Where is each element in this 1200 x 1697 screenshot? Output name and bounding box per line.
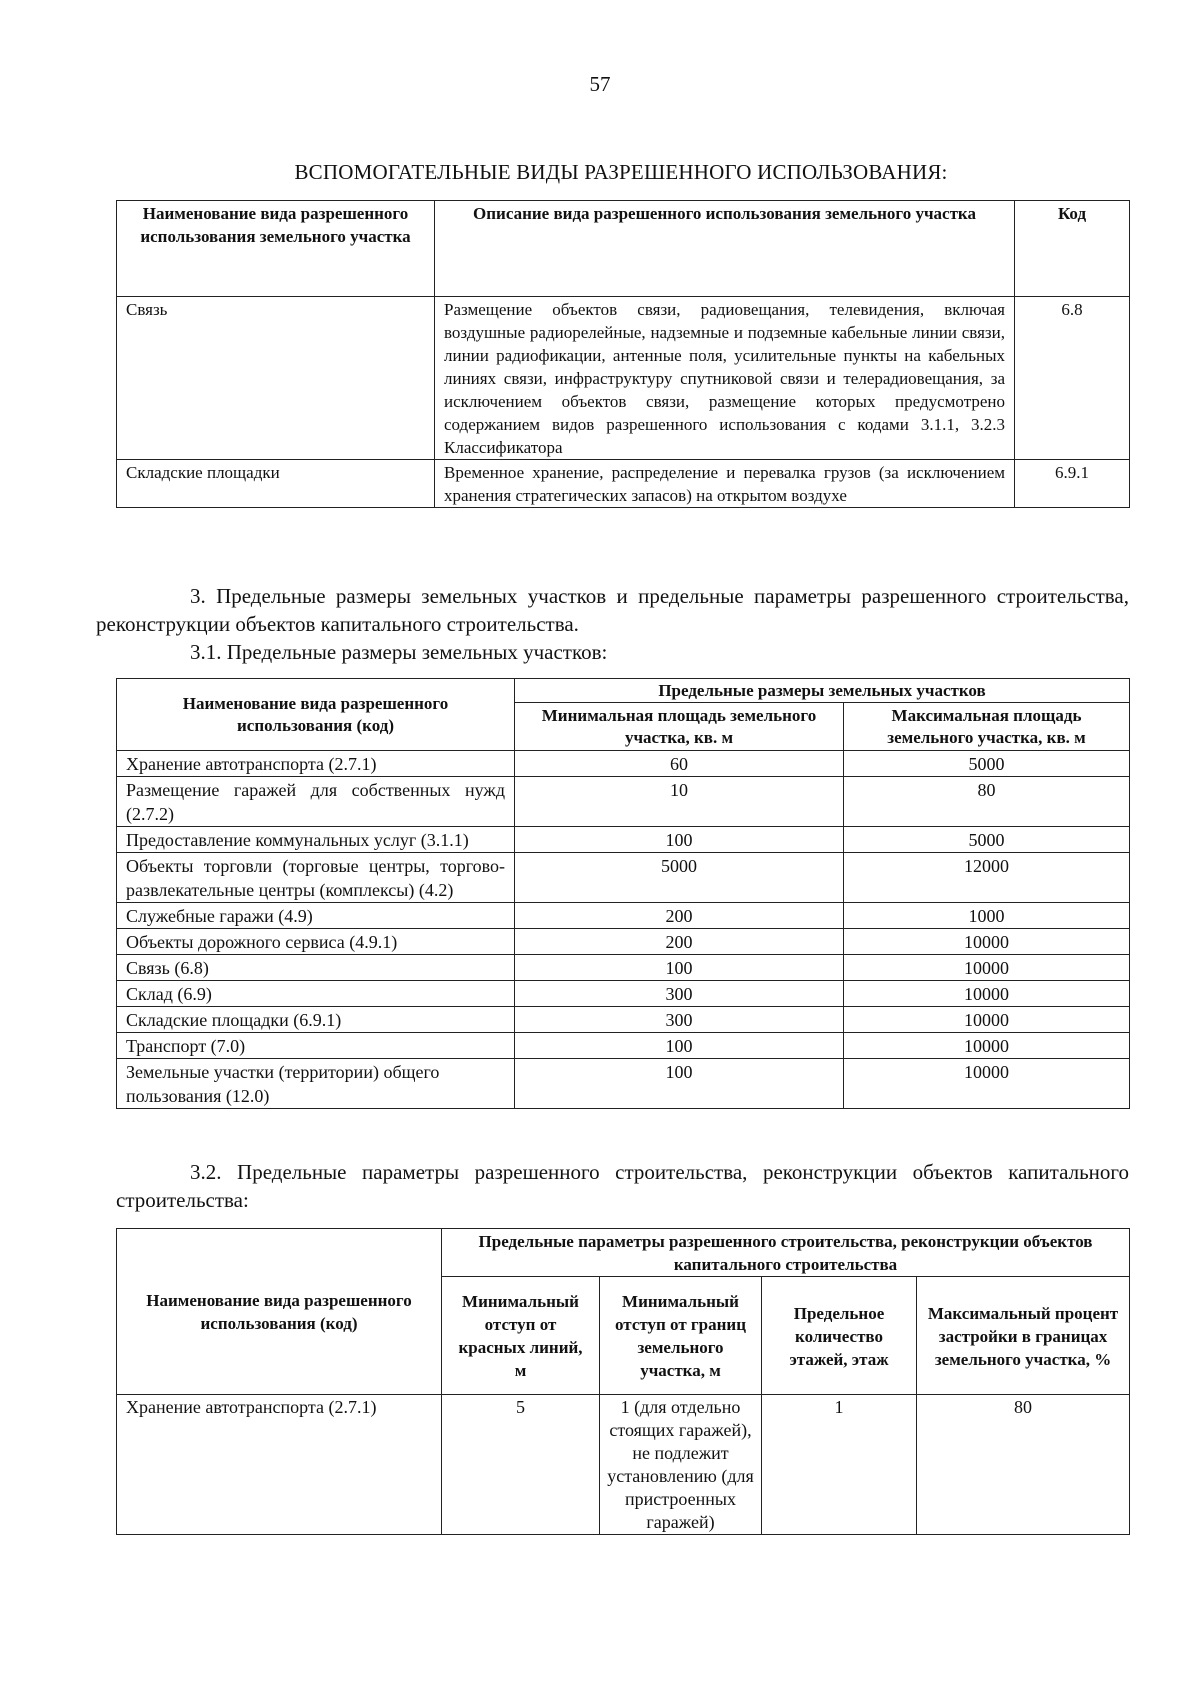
- max-area: 10000: [844, 981, 1130, 1007]
- aux-uses-table: [116, 200, 1130, 508]
- use-code: 6.8: [1015, 297, 1130, 460]
- max-area: 10000: [844, 1059, 1130, 1109]
- max-area: 12000: [844, 853, 1130, 903]
- table-header-row: [117, 201, 1130, 297]
- col-header-description: Описание вида разрешенного использования земельного участка: [435, 201, 1015, 297]
- min-area: 5000: [515, 853, 844, 903]
- use-name: Объекты торговли (торговые центры, торгово-развлекательные центры (комплексы) (4.2): [117, 853, 515, 903]
- min-area: 100: [515, 955, 844, 981]
- col-header-name: Наименование вида разрешенного использования земельного участка: [117, 201, 435, 297]
- col-header-max-area: Максимальная площадь земельного участка, кв. м: [844, 703, 1130, 751]
- table-row: [117, 853, 1130, 903]
- use-name: Объекты дорожного сервиса (4.9.1): [117, 929, 515, 955]
- min-area: 100: [515, 827, 844, 853]
- max-area: 5000: [844, 751, 1130, 777]
- min-area: 200: [515, 903, 844, 929]
- use-description: Размещение объектов связи, радиовещания, телевидения, включая воздушные радиорелейные, надземные и подземные кабельные линии связи, линии радиофикации, антенные поля, усилительные пункты на кабельных линиях связи, инфраструктуру спутниковой связи и телерадиовещания, за исключением объектов связи, размещение которых предусмотрено содержанием видов разрешенного использования с кодами 3.1.1, 3.2.3 Классификатора: [435, 297, 1015, 460]
- floor-count: 1: [762, 1395, 917, 1535]
- max-area: 5000: [844, 827, 1130, 853]
- use-name: Размещение гаражей для собственных нужд (2.7.2): [117, 777, 515, 827]
- max-area: 10000: [844, 929, 1130, 955]
- page-number: 57: [589, 72, 611, 96]
- min-area: 300: [515, 981, 844, 1007]
- table-row: [117, 460, 1130, 508]
- max-area: 80: [844, 777, 1130, 827]
- red-lines-setback: 5: [442, 1395, 600, 1535]
- min-area: 300: [515, 1007, 844, 1033]
- col-header-name: Наименование вида разрешенного использования (код): [117, 679, 515, 751]
- land-plot-sizes-table: [116, 678, 1130, 1109]
- col-header-code: Код: [1015, 201, 1130, 297]
- col-header-group: Предельные параметры разрешенного строительства, реконструкции объектов капитального строительства: [442, 1229, 1130, 1277]
- coverage-percent: 80: [917, 1395, 1130, 1535]
- table-row: [117, 777, 1130, 827]
- table-row: [117, 1033, 1130, 1059]
- table-row: [117, 1007, 1130, 1033]
- use-name: Хранение автотранспорта (2.7.1): [117, 1395, 442, 1535]
- use-name: Хранение автотранспорта (2.7.1): [117, 751, 515, 777]
- max-area: 10000: [844, 1033, 1130, 1059]
- use-name: Земельные участки (территории) общего пользования (12.0): [117, 1059, 515, 1109]
- col-header-floors: Предельное количество этажей, этаж: [762, 1277, 917, 1395]
- min-area: 100: [515, 1033, 844, 1059]
- table-row: [117, 903, 1130, 929]
- table-row: [117, 827, 1130, 853]
- min-area: 10: [515, 777, 844, 827]
- table-row: [117, 1059, 1130, 1109]
- use-code: 6.9.1: [1015, 460, 1130, 508]
- use-description: Временное хранение, распределение и перевалка грузов (за исключением хранения стратегических запасов) на открытом воздухе: [435, 460, 1015, 508]
- min-area: 60: [515, 751, 844, 777]
- paragraph-3-2: 3.2. Предельные параметры разрешенного строительства, реконструкции объектов капитального строительства:: [116, 1160, 1129, 1212]
- paragraph-3-1: 3.1. Предельные размеры земельных участков:: [190, 640, 608, 664]
- table-row: [117, 751, 1130, 777]
- table-row: [117, 955, 1130, 981]
- col-header-group: Предельные размеры земельных участков: [515, 679, 1130, 703]
- table-header-row: [117, 1229, 1130, 1277]
- col-header-name: Наименование вида разрешенного использования (код): [117, 1229, 442, 1395]
- table-row: [117, 297, 1130, 460]
- use-name: Связь: [117, 297, 435, 460]
- max-area: 1000: [844, 903, 1130, 929]
- use-name: Склад (6.9): [117, 981, 515, 1007]
- table-row: [117, 981, 1130, 1007]
- max-area: 10000: [844, 955, 1130, 981]
- max-area: 10000: [844, 1007, 1130, 1033]
- use-name: Транспорт (7.0): [117, 1033, 515, 1059]
- boundary-setback: 1 (для отдельно стоящих гаражей), не подлежит установлению (для пристроенных гаражей): [600, 1395, 762, 1535]
- use-name: Служебные гаражи (4.9): [117, 903, 515, 929]
- table-header-row: [117, 679, 1130, 703]
- use-name: Связь (6.8): [117, 955, 515, 981]
- col-header-red-lines: Минимальный отступ от красных линий, м: [442, 1277, 600, 1395]
- table-row: [117, 929, 1130, 955]
- min-area: 100: [515, 1059, 844, 1109]
- use-name: Складские площадки: [117, 460, 435, 508]
- col-header-min-area: Минимальная площадь земельного участка, кв. м: [515, 703, 844, 751]
- col-header-boundaries: Минимальный отступ от границ земельного участка, м: [600, 1277, 762, 1395]
- construction-params-table: [116, 1228, 1130, 1535]
- paragraph-3: 3. Предельные размеры земельных участков и предельные параметры разрешенного строительства, реконструкции объектов капитального строительства.: [96, 584, 1129, 636]
- use-name: Предоставление коммунальных услуг (3.1.1): [117, 827, 515, 853]
- col-header-coverage: Максимальный процент застройки в границах земельного участка, %: [917, 1277, 1130, 1395]
- table-row: [117, 1395, 1130, 1535]
- section-heading: ВСПОМОГАТЕЛЬНЫЕ ВИДЫ РАЗРЕШЕННОГО ИСПОЛЬЗОВАНИЯ:: [294, 160, 948, 184]
- use-name: Складские площадки (6.9.1): [117, 1007, 515, 1033]
- min-area: 200: [515, 929, 844, 955]
